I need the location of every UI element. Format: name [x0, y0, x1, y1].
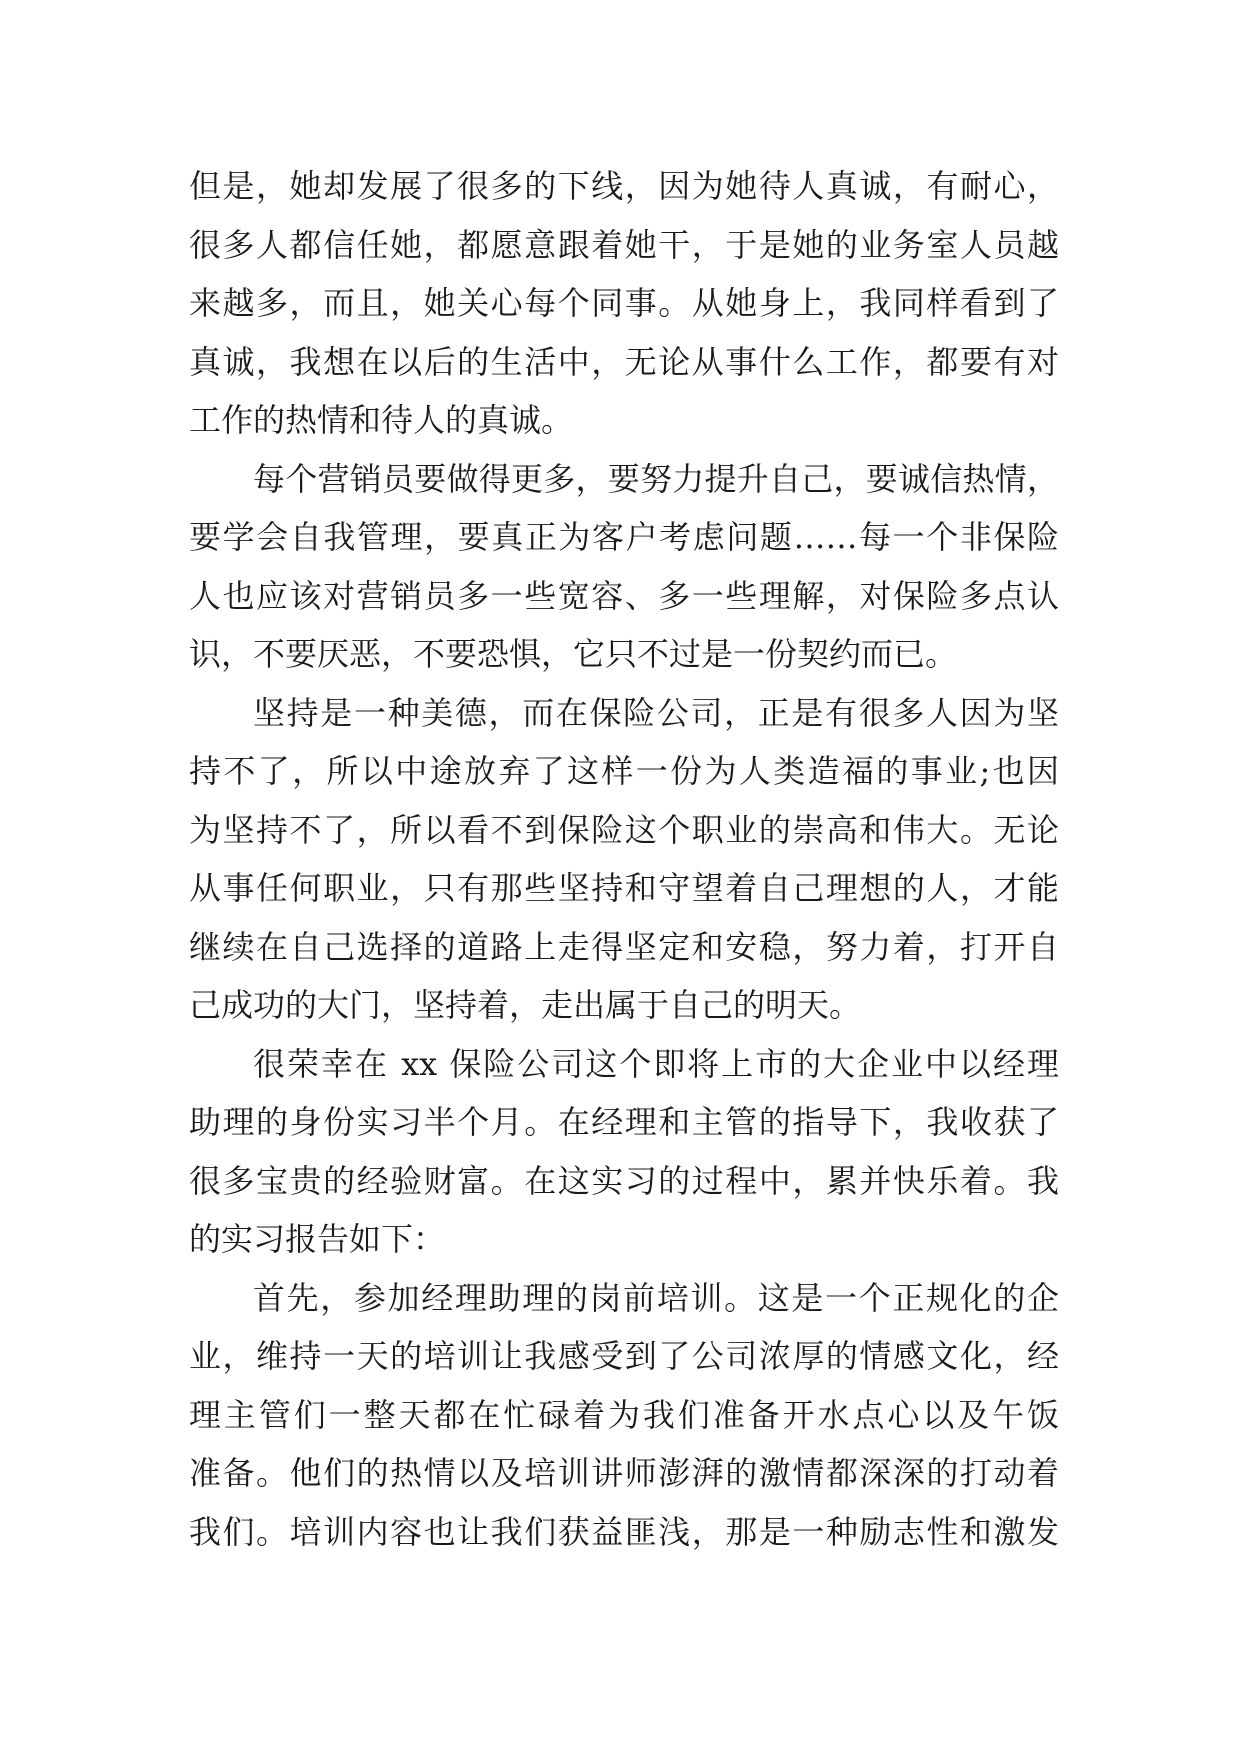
text-line: 坚持是一种美德，而在保险公司，正是有很多人因为坚 [253, 693, 1059, 732]
text-line: 己成功的大门，坚持着，走出属于自己的明天。 [189, 986, 862, 1024]
paragraph [189, 1035, 1059, 1269]
text-line: 持不了，所以中途放弃了这样一份为人类造福的事业;也因 [189, 752, 1059, 790]
text-line: 业，维持一天的培训让我感受到了公司浓厚的情感文化，经 [189, 1337, 1059, 1375]
paragraph [189, 684, 1059, 1035]
text-line: 从事任何职业，只有那些坚持和守望着自己理想的人，才能 [189, 869, 1059, 907]
text-line: 首先，参加经理助理的岗前培训。这是一个正规化的企 [253, 1278, 1059, 1317]
text-line: 准备。他们的热情以及培训讲师澎湃的激情都深深的打动着 [189, 1454, 1059, 1492]
text-line: 真诚，我想在以后的生活中，无论从事什么工作，都要有对 [189, 342, 1059, 381]
text-line: 的实习报告如下： [189, 1220, 446, 1258]
text-line: 很多人都信任她，都愿意跟着她干，于是她的业务室人员越 [189, 225, 1059, 264]
text-line: 理主管们一整天都在忙碌着为我们准备开水点心以及午饭 [189, 1395, 1059, 1434]
text-line: 助理的身份实习半个月。在经理和主管的指导下，我收获了 [189, 1103, 1059, 1141]
text-line: 要学会自我管理，要真正为客户考虑问题……每一个非保险 [189, 518, 1059, 556]
text-line: 为坚持不了，所以看不到保险这个职业的崇高和伟大。无论 [189, 810, 1059, 849]
text-line: 来越多，而且，她关心每个同事。从她身上，我同样看到了 [189, 284, 1059, 322]
paragraph [189, 450, 1059, 684]
text-line: 人也应该对营销员多一些宽容、多一些理解，对保险多点认 [189, 576, 1059, 615]
text-line: 每个营销员要做得更多，要努力提升自己，要诚信热情， [253, 459, 1059, 498]
text-line: 但是，她却发展了很多的下线，因为她待人真诚，有耐心， [189, 167, 1059, 205]
text-line: 继续在自己选择的道路上走得坚定和安稳，努力着，打开自 [189, 927, 1059, 966]
text-line: 工作的热情和待人的真诚。 [189, 401, 574, 439]
body-text [189, 157, 1059, 1561]
text-line: 很荣幸在 xx 保险公司这个即将上市的大企业中以经理 [253, 1044, 1059, 1083]
text-line: 识，不要厌恶，不要恐惧，它只不过是一份契约而已。 [189, 635, 958, 673]
text-line: 很多宝贵的经验财富。在这实习的过程中，累并快乐着。我 [189, 1161, 1059, 1200]
paragraph [189, 1269, 1059, 1562]
text-line: 我们。培训内容也让我们获益匪浅，那是一种励志性和激发 [189, 1512, 1059, 1551]
paragraph [189, 157, 1059, 450]
